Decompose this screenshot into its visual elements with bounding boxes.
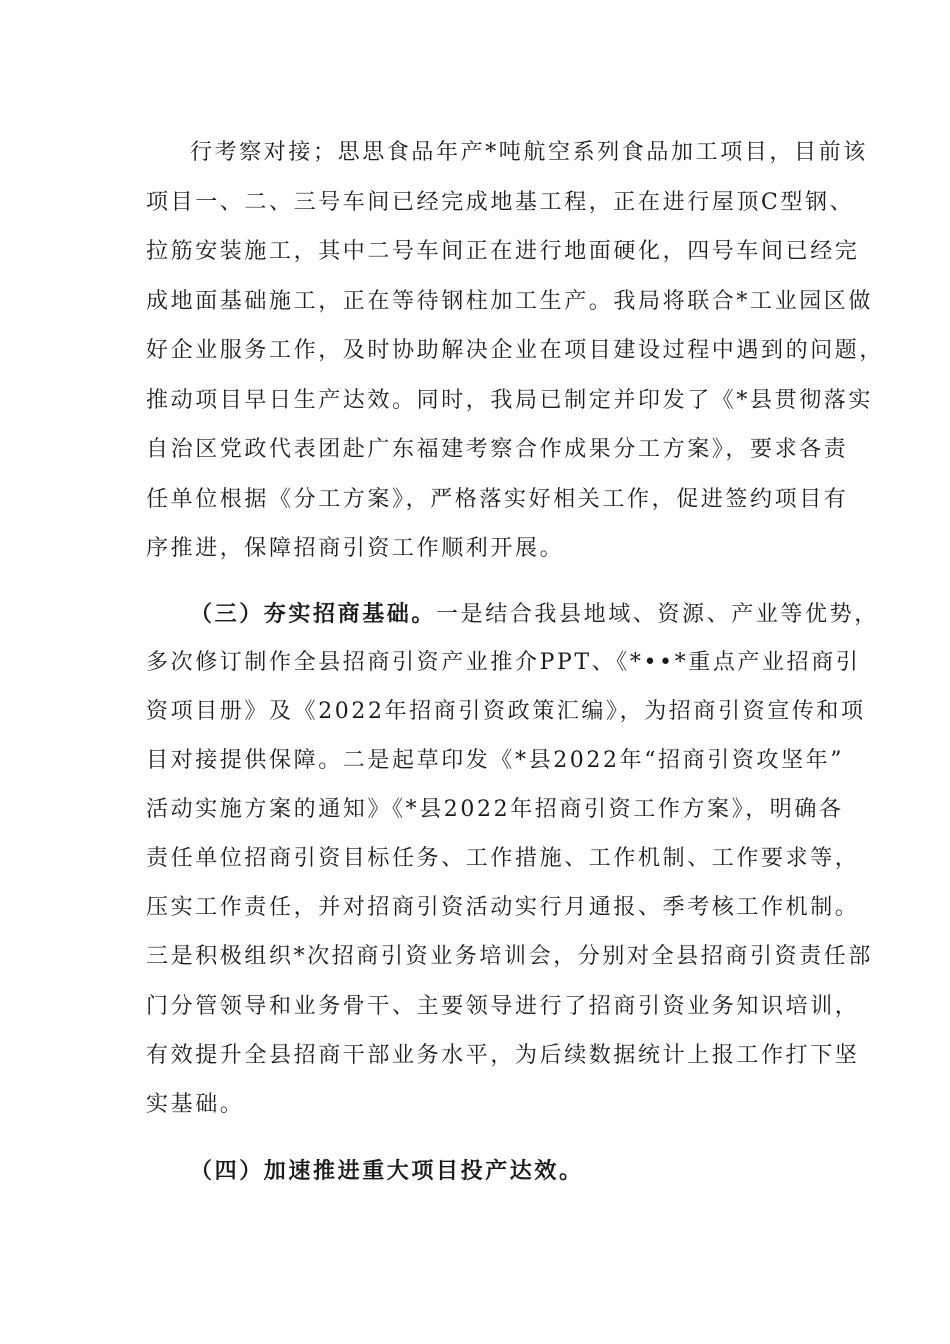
paragraph-line: 项目一、二、三号车间已经完成地基工程，正在进行屋顶C型钢、: [146, 190, 855, 215]
paragraph-line: 压实工作责任，并对招商引资活动实行月通报、季考核工作机制。: [146, 895, 860, 920]
paragraph-line: 门分管领导和业务骨干、主要领导进行了招商引资业务知识培训，: [146, 994, 860, 1019]
section-heading-4: [190, 1158, 870, 1185]
paragraph-text: 一是结合我县地域、资源、产业等优势，: [436, 602, 879, 627]
paragraph-line: 拉筋安装施工，其中二号车间正在进行地面硬化，四号车间已经完: [146, 239, 860, 264]
paragraph-line: 目对接提供保障。二是起草印发《*县2022年“招商引资攻坚年”: [146, 748, 845, 773]
section-heading-3: （三）夯实招商基础。: [190, 601, 437, 627]
paragraph-line: 任单位根据《分工方案》，严格落实好相关工作，促进签约项目有: [146, 487, 849, 512]
paragraph-line: 多次修订制作全县招商引资产业推介PPT、《*••*重点产业招商引: [146, 650, 861, 675]
paragraph-line: 序推进，保障招商引资工作顺利开展。: [146, 536, 565, 561]
paragraph-line: [190, 601, 879, 628]
paragraph-line: 活动实施方案的通知》《*县2022年招商引资工作方案》，明确各: [146, 797, 844, 822]
paragraph-line: 三是积极组织*次招商引资业务培训会，分别对全县招商引资责任部: [146, 944, 874, 969]
paragraph-line: 好企业服务工作，及时协助解决企业在项目建设过程中遇到的问题，: [146, 338, 885, 363]
paragraph-line: 行考察对接；思思食品年产*吨航空系列食品加工项目，目前该: [190, 140, 868, 165]
paragraph-line: 责任单位招商引资目标任务、工作措施、工作机制、工作要求等，: [146, 846, 860, 871]
paragraph-line: 成地面基础施工，正在等待钢柱加工生产。我局将联合*工业园区做: [146, 289, 874, 314]
paragraph-line: 资项目册》及《2022年招商引资政策汇编》，为招商引资宣传和项: [146, 699, 866, 724]
paragraph-line: 有效提升全县招商干部业务水平，为后续数据统计上报工作打下坚: [146, 1043, 860, 1068]
paragraph-line: 实基础。: [146, 1092, 245, 1117]
paragraph-line: 自治区党政代表团赴广东福建考察合作成果分工方案》，要求各责: [146, 437, 849, 462]
section-heading-4-text: （四）加速推进重大项目投产达效。: [190, 1158, 584, 1184]
paragraph-line: 推动项目早日生产达效。同时，我局已制定并印发了《*县贯彻落实: [146, 388, 874, 413]
